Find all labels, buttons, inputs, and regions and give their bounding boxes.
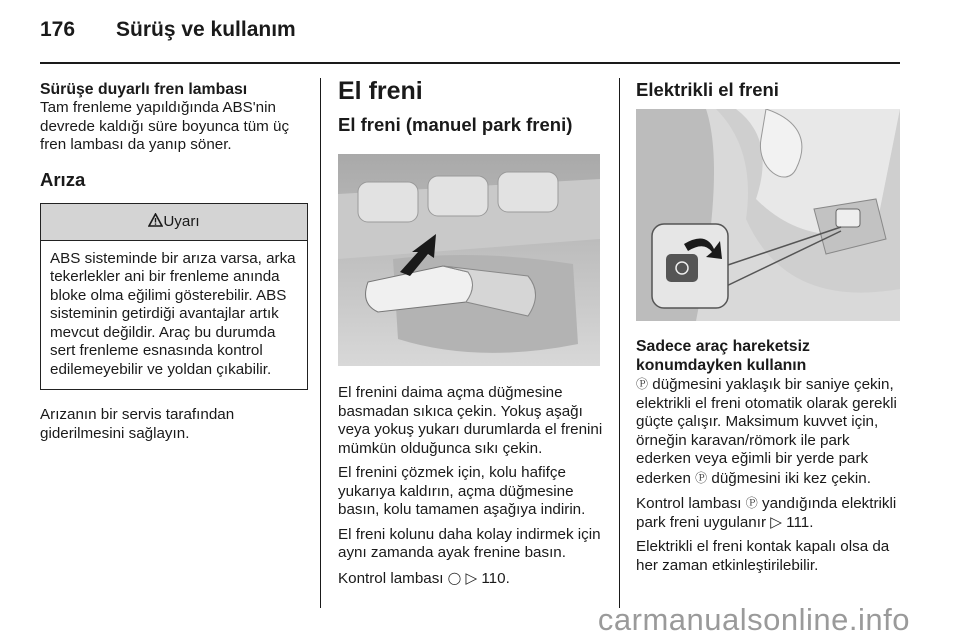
brake-light-paragraph: Tam frenleme yapıldığında ABS'nin devrede kaldığı süre boyunca tüm üç fren lambası da yanıp söner. [40, 99, 290, 153]
section-heading-brake-light: Sürüşe duyarlı fren lambası [40, 81, 248, 98]
page-title: Sürüş ve kullanım [116, 18, 296, 41]
warning-box [40, 203, 308, 391]
section-subtitle-manual-brake: El freni (manuel park freni) [338, 114, 573, 135]
header-rule [40, 62, 900, 64]
handbrake-paragraph-1: El frenini daima açma düğmesine basmadan sıkıca çekin. Yokuş aşağı veya yokuş yukarı durumlarda el frenini mümkün olduğunca sıkı çekin. [338, 384, 603, 457]
column-left [40, 78, 308, 449]
brake-warning-lamp-icon: ◯ [447, 570, 462, 585]
electric-brake-paragraph-3: Elektrikli el freni kontak kapalı olsa da her zaman etkinleştirilebilir. [636, 538, 890, 574]
column-right [636, 78, 904, 581]
page-number: 176 [40, 18, 76, 41]
watermark: carmanualsonline.info [597, 602, 910, 637]
electric-brake-paragraph-1-text: düğmesini yaklaşık bir saniye çekin, elektrikli el freni otomatik olarak gerekli güçte çalışır. Maksimum kuvvet için, örneğin karavan/römork ile park ederken veya eğimli bir yerde park ederken [636, 376, 897, 487]
column-divider-2 [619, 78, 620, 608]
parking-brake-lamp-icon: Ⓟ [745, 496, 758, 510]
reference-arrow-icon: ▷ [465, 569, 478, 587]
warning-text: ABS sisteminde bir arıza varsa, arka tekerlekler ani bir frenleme anında bloke olma eğilimi gösterebilir. ABS sisteminin getirdiği avantajlar artık mevcut değildir. Araç bu durumda sert frenleme esnasında kontrol edilemeyebilir ve yoldan çıkabilir. [50, 249, 296, 378]
electric-brake-paragraph-2 [636, 494, 904, 532]
warning-triangle-icon [148, 213, 163, 227]
section-title-handbrake: El freni [338, 77, 423, 105]
electric-brake-paragraph-1 [636, 375, 904, 488]
page-reference: 110. [481, 569, 510, 587]
handbrake-paragraph-3: El freni kolunu daha kolay indirmek için aynı zamanda ayak frenine basın. [338, 525, 601, 561]
control-lamp-label: Kontrol lambası [338, 569, 444, 587]
parking-brake-switch-icon-2: Ⓟ [695, 470, 708, 485]
stationary-use-heading: Sadece araç hareketsiz konumdayken kullanın [636, 338, 810, 374]
column-middle [338, 78, 604, 594]
electric-brake-paragraph-2-text: yandığında elektrikli park freni uygulanır [636, 495, 897, 531]
handbrake-lever-image [338, 154, 600, 366]
page-reference-2: 111. [786, 513, 814, 531]
warning-header [41, 204, 307, 241]
parking-brake-switch-icon: Ⓟ [636, 377, 649, 391]
section-heading-fault: Arıza [40, 168, 86, 190]
warning-label: Uyarı [163, 212, 200, 230]
handbrake-paragraph-4 [338, 569, 604, 589]
reference-arrow-icon-2: ▷ [770, 513, 782, 531]
section-title-electric-brake: Elektrikli el freni [636, 79, 779, 100]
control-lamp-label-2: Kontrol lambası [636, 495, 742, 512]
column-divider-1 [320, 78, 321, 608]
electric-parking-brake-switch-image [636, 109, 900, 321]
service-paragraph: Arızanın bir servis tarafından giderilmesini sağlayın. [40, 406, 235, 442]
page-header [40, 18, 296, 42]
electric-brake-paragraph-1-end: düğmesini iki kez çekin. [711, 469, 871, 487]
handbrake-paragraph-2: El frenini çözmek için, kolu hafifçe yukarıya kaldırın, açma düğmesine basın, kolu tamamen aşağıya indirin. [338, 464, 586, 518]
